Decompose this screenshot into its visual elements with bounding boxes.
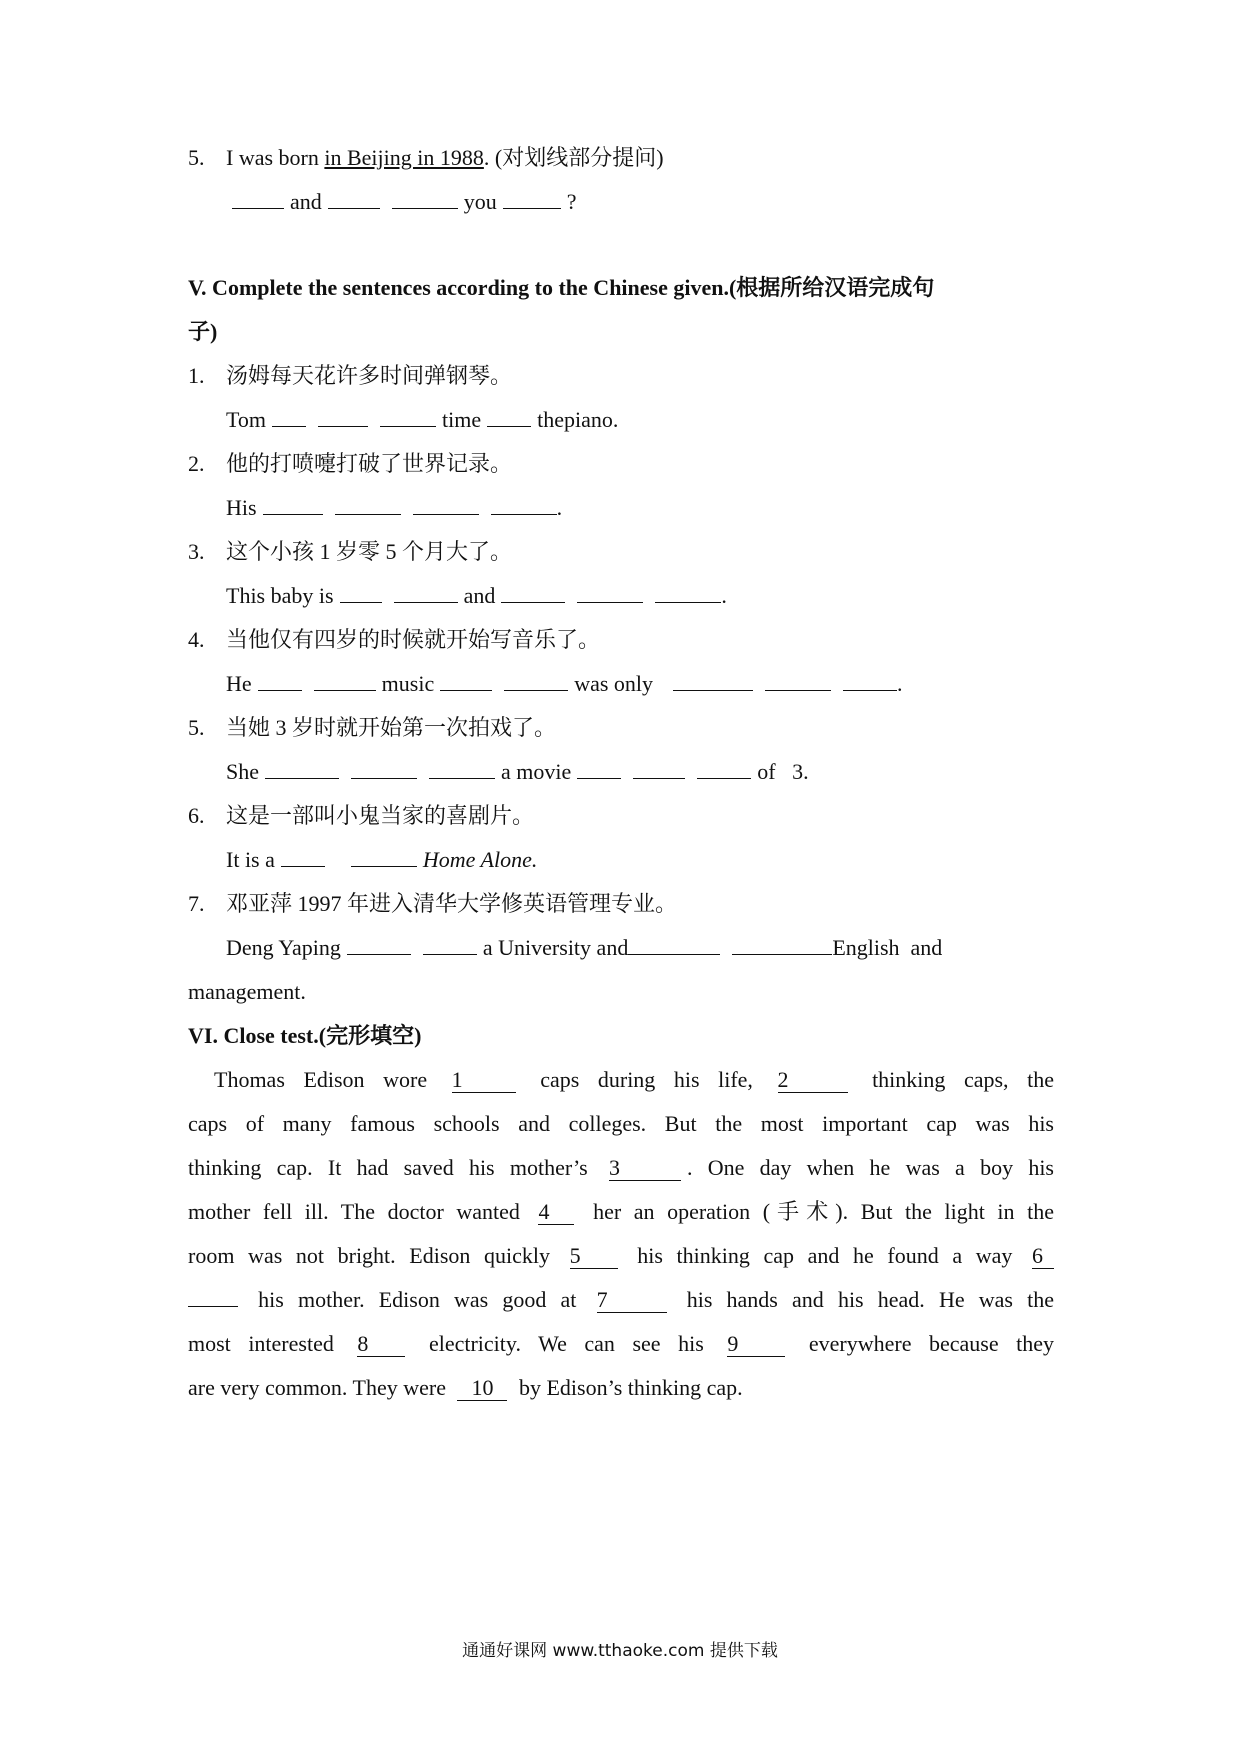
cloze-blank[interactable]: 7 bbox=[597, 1288, 667, 1313]
answer-blank[interactable] bbox=[501, 582, 565, 603]
item-number: 4. bbox=[188, 627, 205, 652]
answer-blank[interactable] bbox=[732, 934, 832, 955]
item-number: 2. bbox=[188, 451, 205, 476]
chinese-prompt: 当她 3 岁时就开始第一次拍戏了。 bbox=[226, 715, 557, 740]
word-and: and bbox=[290, 189, 322, 214]
answer-blank[interactable] bbox=[392, 188, 458, 209]
answer-blank[interactable] bbox=[258, 670, 302, 691]
cloze-blank[interactable]: 8 bbox=[357, 1332, 405, 1357]
answer-blank[interactable] bbox=[655, 582, 721, 603]
cloze-blank-6-cont[interactable] bbox=[188, 1286, 238, 1307]
answer-blank[interactable] bbox=[504, 670, 568, 691]
cloze-blank[interactable]: 10 bbox=[457, 1376, 507, 1401]
answer-blank[interactable] bbox=[351, 846, 417, 867]
cloze-blank[interactable]: 1 bbox=[452, 1068, 516, 1093]
chinese-prompt: 当他仅有四岁的时候就开始写音乐了。 bbox=[226, 627, 601, 652]
answer-blank[interactable] bbox=[765, 670, 831, 691]
answer-blank[interactable] bbox=[272, 406, 306, 427]
answer-blank[interactable] bbox=[380, 406, 436, 427]
question-mark: ? bbox=[566, 189, 577, 214]
answer-blank[interactable] bbox=[347, 934, 411, 955]
q5-text-a: I was born bbox=[226, 145, 325, 170]
item-number: 6. bbox=[188, 803, 205, 828]
answer-blank[interactable] bbox=[843, 670, 897, 691]
answer-blank[interactable] bbox=[232, 188, 284, 209]
section-5-heading-line2: 子) bbox=[188, 319, 218, 344]
q5-text-b: . (对划线部分提问) bbox=[483, 145, 664, 170]
word-you: you bbox=[463, 189, 497, 214]
cloze-blank[interactable]: 2 bbox=[778, 1068, 848, 1093]
cloze-blank[interactable]: 6 bbox=[1032, 1244, 1054, 1269]
cloze-blank[interactable]: 3 bbox=[609, 1156, 681, 1181]
answer-blank[interactable] bbox=[503, 188, 561, 209]
cloze-blank[interactable]: 9 bbox=[727, 1332, 785, 1357]
answer-blank[interactable] bbox=[673, 670, 753, 691]
cloze-blank[interactable]: 5 bbox=[570, 1244, 618, 1269]
item-number: 7. bbox=[188, 891, 205, 916]
answer-blank[interactable] bbox=[633, 758, 685, 779]
answer-blank[interactable] bbox=[265, 758, 339, 779]
answer-blank[interactable] bbox=[491, 494, 557, 515]
answer-blank[interactable] bbox=[328, 188, 380, 209]
item-number: 5. bbox=[188, 715, 205, 740]
answer-blank[interactable] bbox=[314, 670, 376, 691]
chinese-prompt: 他的打喷嚏打破了世界记录。 bbox=[226, 451, 513, 476]
answer-blank[interactable] bbox=[577, 582, 643, 603]
answer-blank[interactable] bbox=[423, 934, 477, 955]
answer-blank[interactable] bbox=[340, 582, 382, 603]
item-number: 3. bbox=[188, 539, 205, 564]
answer-blank[interactable] bbox=[263, 494, 323, 515]
answer-blank[interactable] bbox=[318, 406, 368, 427]
item-number: 1. bbox=[188, 363, 205, 388]
cloze-blank[interactable]: 4 bbox=[538, 1200, 574, 1225]
answer-blank[interactable] bbox=[413, 494, 479, 515]
answer-blank[interactable] bbox=[697, 758, 751, 779]
answer-blank[interactable] bbox=[429, 758, 495, 779]
q5-underlined: in Beijing in 1988 bbox=[324, 145, 484, 170]
answer-blank[interactable] bbox=[487, 406, 531, 427]
answer-blank[interactable] bbox=[351, 758, 417, 779]
answer-blank[interactable] bbox=[281, 846, 325, 867]
answer-blank[interactable] bbox=[440, 670, 492, 691]
page-footer: 通通好课网 www.tthaoke.com 提供下载 bbox=[462, 1641, 778, 1661]
answer-blank[interactable] bbox=[394, 582, 458, 603]
chinese-prompt: 汤姆每天花许多时间弹钢琴。 bbox=[226, 363, 513, 388]
section-5-heading-line1: V. Complete the sentences according to the Chinese given.(根据所给汉语完成句 bbox=[188, 275, 935, 300]
q5-number: 5. bbox=[188, 145, 205, 170]
answer-blank[interactable] bbox=[335, 494, 401, 515]
chinese-prompt: 这个小孩 1 岁零 5 个月大了。 bbox=[226, 539, 513, 564]
answer-blank[interactable] bbox=[628, 934, 720, 955]
chinese-prompt: 邓亚萍 1997 年进入清华大学修英语管理专业。 bbox=[226, 891, 678, 916]
item-7-continuation: management. bbox=[188, 979, 306, 1004]
answer-blank[interactable] bbox=[577, 758, 621, 779]
chinese-prompt: 这是一部叫小鬼当家的喜剧片。 bbox=[226, 803, 535, 828]
